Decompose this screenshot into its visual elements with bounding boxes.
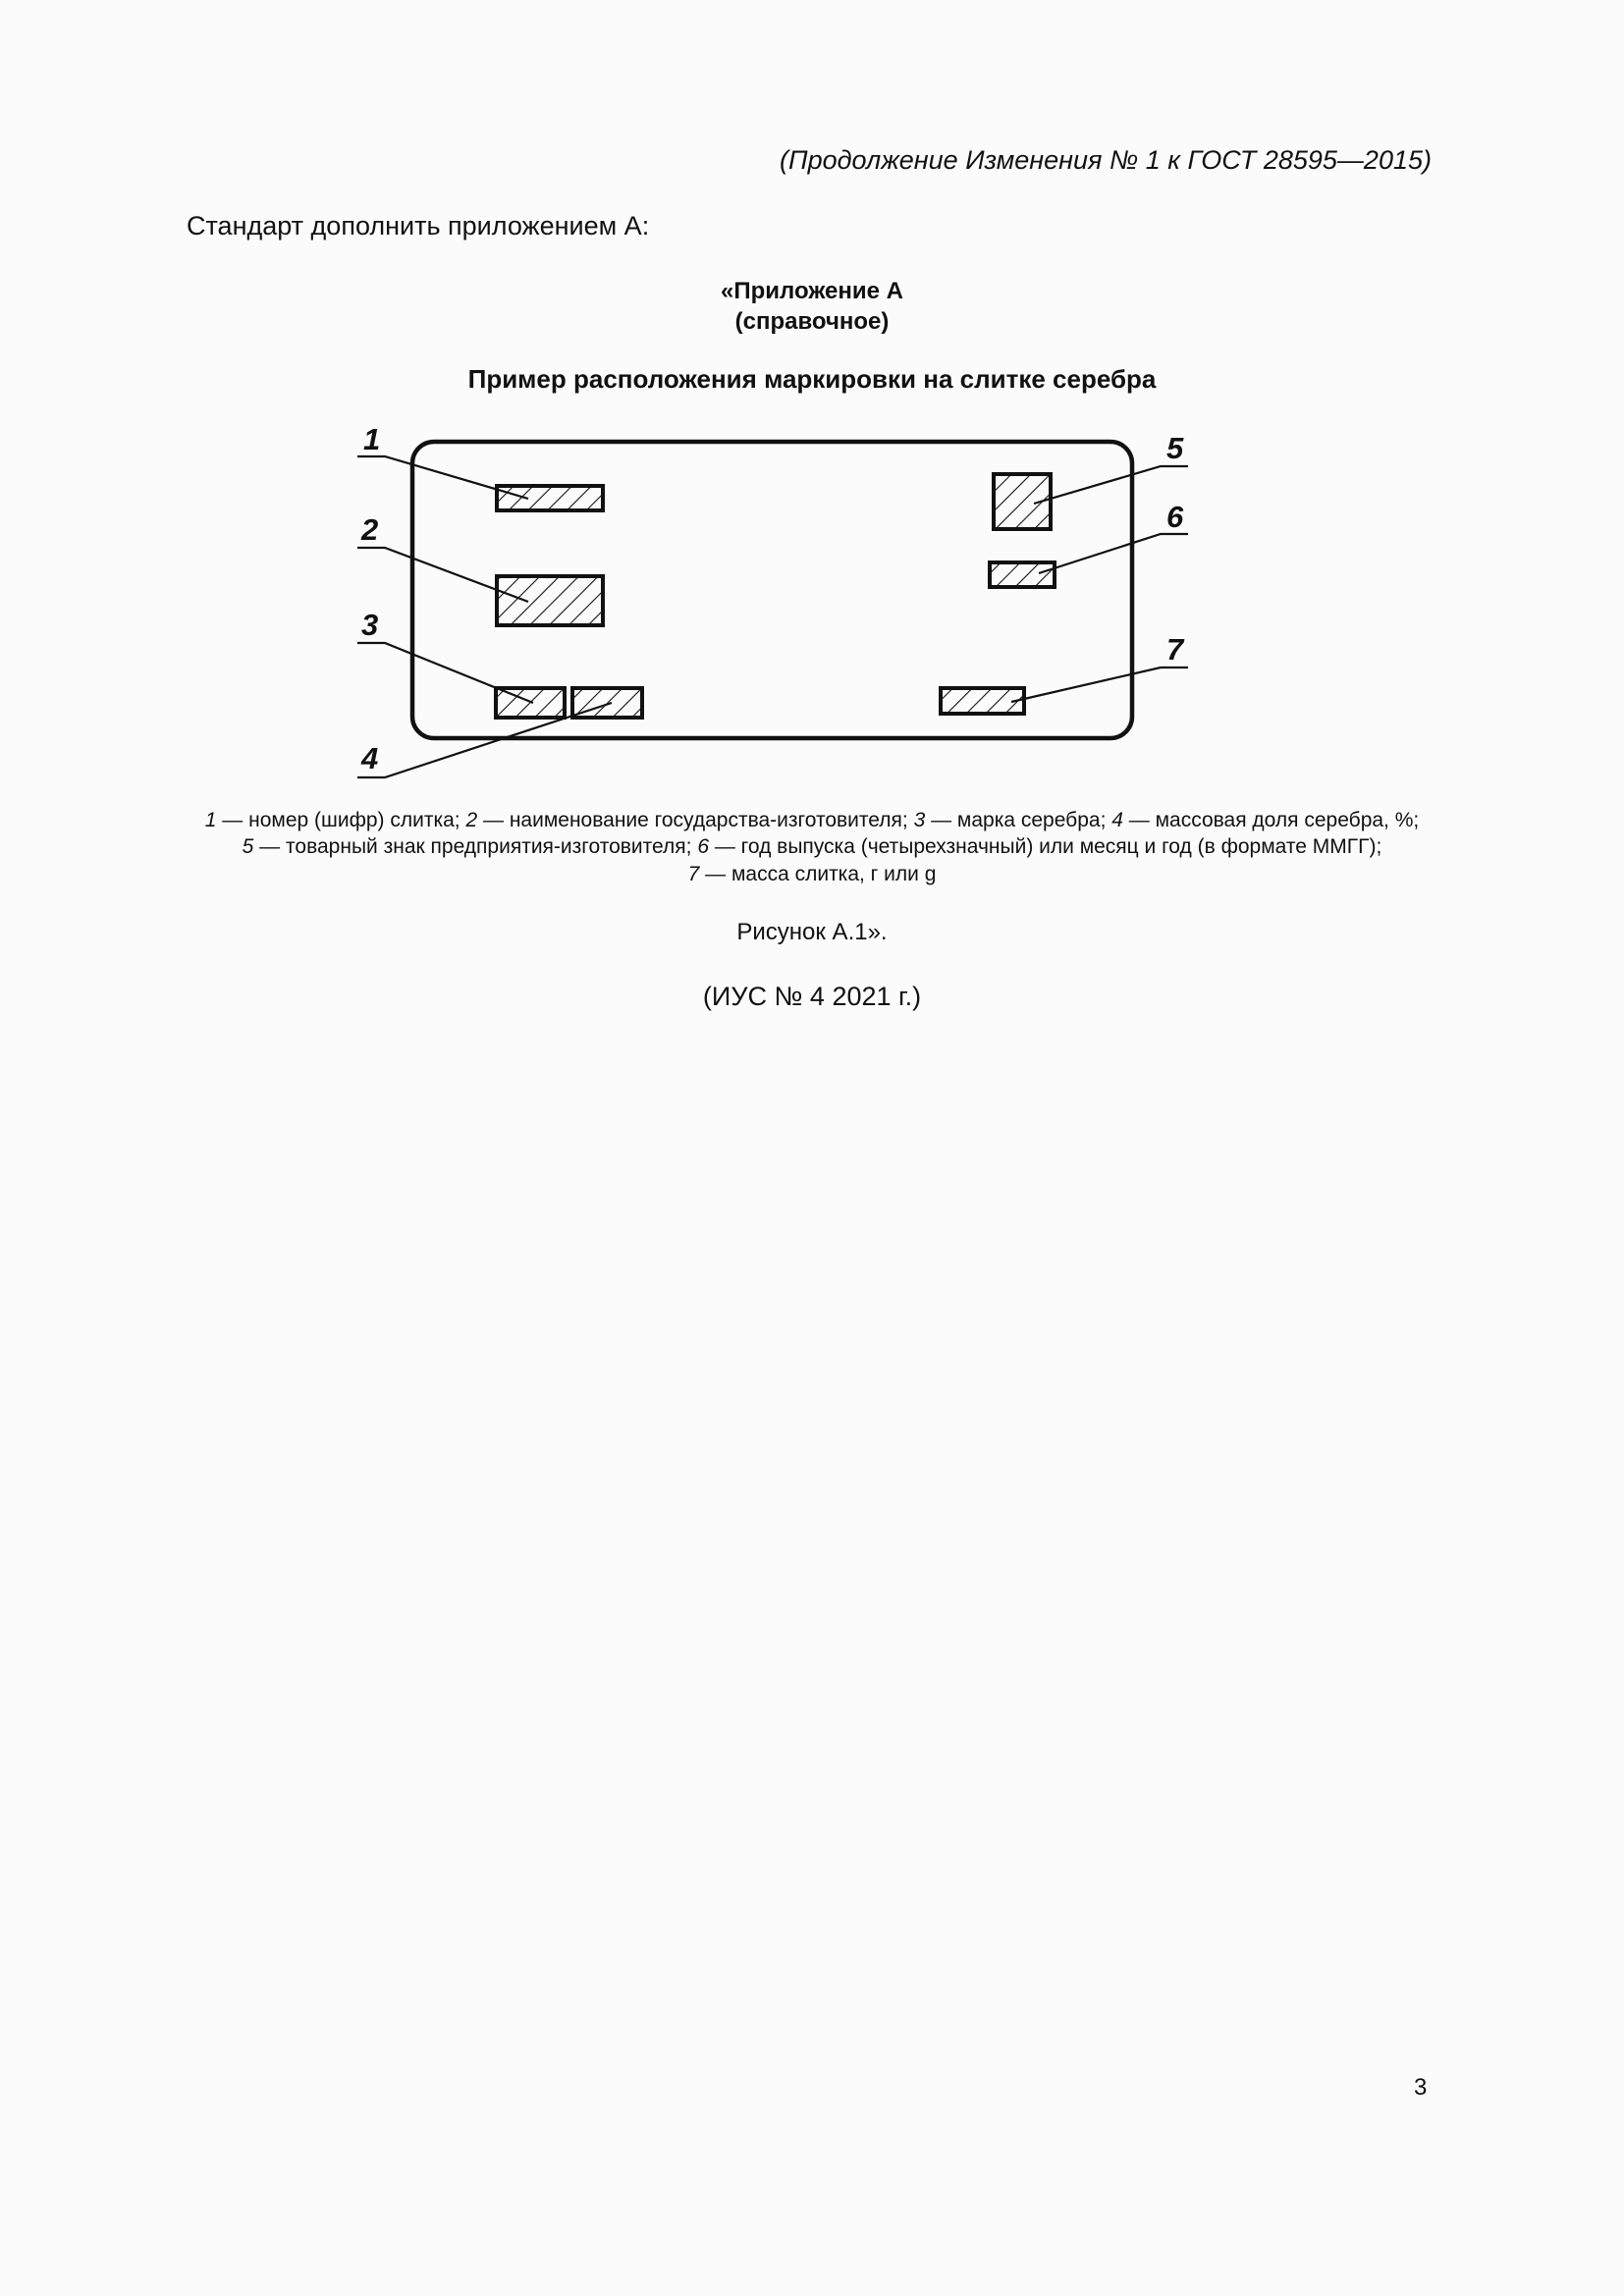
legend-number-2: 2 (465, 809, 478, 831)
legend-number-6: 6 (697, 835, 709, 858)
ius-note: (ИУС № 4 2021 г.) (702, 982, 922, 1011)
legend-number-5: 5 (242, 835, 254, 858)
callout-3: 3 (361, 608, 379, 642)
legend-text-4: — массовая доля серебра, %; (1122, 809, 1420, 831)
ingot-marking-diagram (334, 412, 1218, 785)
legend-number-7: 7 (687, 863, 700, 885)
legend-number-1: 1 (204, 809, 217, 831)
legend-number-4: 4 (1111, 809, 1123, 831)
appendix-heading (0, 276, 1624, 337)
legend-text-2: — наименование государства-изготовителя; (477, 809, 914, 831)
figure-legend-line-3 (0, 863, 1624, 886)
figure-legend-line-2 (0, 835, 1624, 859)
callout-4: 4 (361, 741, 379, 775)
legend-text-5: — товарный знак предприятия-изготовителя; (253, 835, 698, 858)
legend-text-6: — год выпуска (четырехзначный) или месяц и год (в формате ММГГ); (709, 835, 1382, 858)
continuation-header: (Продолжение Изменения № 1 к ГОСТ 28595—2015) (780, 145, 1432, 175)
leader-lines (357, 456, 1188, 777)
figure-title: Пример расположения маркировки на слитке серебра (467, 364, 1157, 394)
figure-label: Рисунок А.1». (736, 919, 888, 945)
callout-1: 1 (363, 422, 381, 456)
intro-text: Стандарт дополнить приложением А: (187, 211, 650, 240)
callout-2: 2 (361, 512, 379, 547)
appendix-subtitle: (справочное) (734, 308, 890, 335)
legend-text-7: — масса слитка, г или g (699, 863, 937, 885)
legend-number-3: 3 (913, 809, 926, 831)
appendix-title: «Приложение А (721, 278, 903, 304)
callout-6: 6 (1166, 500, 1184, 534)
callout-7: 7 (1166, 632, 1184, 667)
legend-text-3: — марка серебра; (925, 809, 1112, 831)
page-number: 3 (1414, 2074, 1428, 2101)
marking-area-1 (497, 486, 603, 510)
marking-area-6 (990, 562, 1055, 587)
figure-legend-line-1 (0, 809, 1624, 832)
legend-text-1: — номер (шифр) слитка; (216, 809, 466, 831)
marking-area-2 (497, 576, 603, 625)
callout-5: 5 (1166, 431, 1184, 465)
